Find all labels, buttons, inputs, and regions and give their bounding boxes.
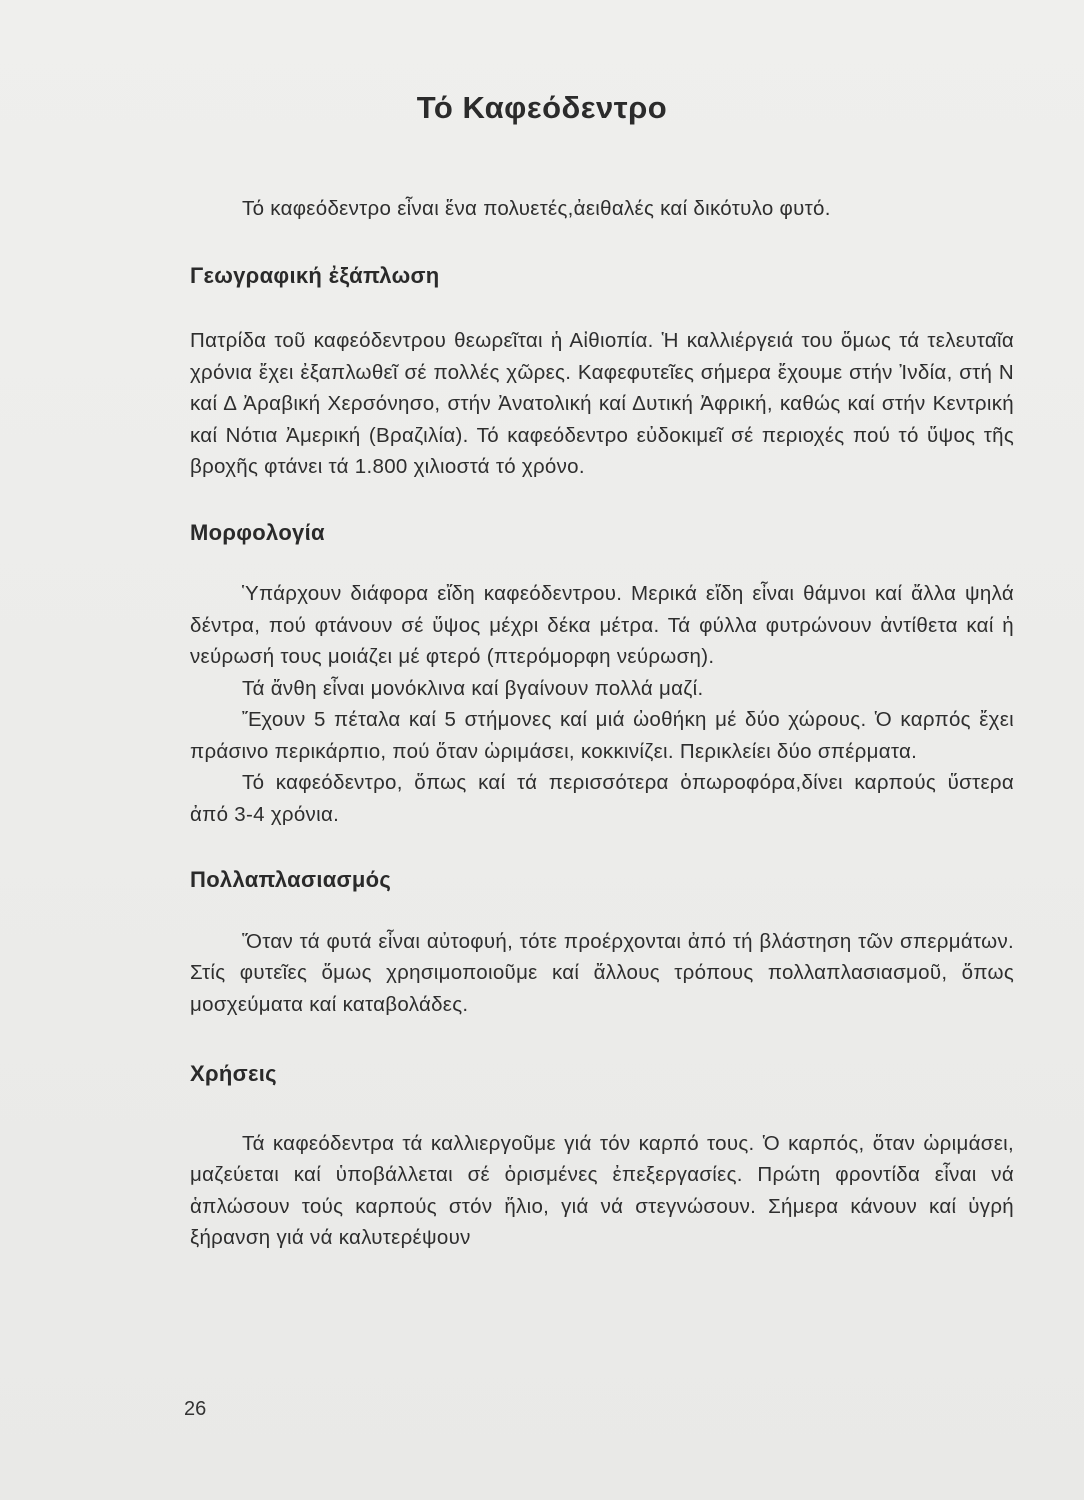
heading-geography: Γεωγραφική ἐξάπλωση [190,262,440,288]
heading-uses: Χρήσεις [190,1061,277,1086]
morphology-paragraph-1: Ὑπάρχουν διάφορα εἴδη καφεόδεντρου. Μερικά εἴδη εἶναι θάμνοι καί ἄλλα ψηλά δέντρα, πού φτάνουν σέ ὕψος μέχρι δέκα μέτρα. Τά φύλλα φυτρώνουν ἀντίθετα καί ἡ νεύρωσή τους μοιάζει μέ φτερό (πτερόμορφη νεύρωση). [190,582,1014,668]
geography-paragraph: Πατρίδα τοῦ καφεόδεντρου θεωρεῖται ἡ Αἰθιοπία. Ἡ καλλιέργειά του ὅμως τά τελευταῖα χρόνια ἔχει ἐξαπλωθεῖ σέ πολλές χῶρες. Καφεφυτεῖες σήμερα ἔχουμε στήν Ἰνδία, στή Ν καί Δ Ἀραβική Χερσόνησο, στήν Ἀνατολική καί Δυτική Ἀφρική, καθώς καί στήν Κεντρική καί Νότια Ἀμερική (Βραζιλία). Τό καφεόδεντρο εὐδοκιμεῖ σέ περιοχές πού τό ὕψος τῆς βροχῆς φτάνει τά 1.800 χιλιοστά τό χρόνο. [190,329,1014,478]
uses-paragraph: Τά καφεόδεντρα τά καλλιεργοῦμε γιά τόν καρπό τους. Ὁ καρπός, ὅταν ὡριμάσει, μαζεύεται καί ὑποβάλλεται σέ ὁρισμένες ἐπεξεργασίες. Πρώτη φροντίδα εἶναι νά ἁπλώσουν τούς καρπούς στόν ἥλιο, γιά νά στεγνώσουν. Σήμερα κάνουν καί ὑγρή ξήρανση γιά νά καλυτερέψουν [190,1131,1014,1249]
morphology-paragraph-4: Τό καφεόδεντρο, ὅπως καί τά περισσότερα ὁπωροφόρα,δίνει καρπούς ὕστερα ἀπό 3-4 χρόνια. [190,771,1014,826]
intro-paragraph: Τό καφεόδεντρο εἶναι ἕνα πολυετές,ἀειθαλές καί δικότυλο φυτό. [242,197,831,220]
propagation-paragraph: Ὅταν τά φυτά εἶναι αὐτοφυή, τότε προέρχονται ἀπό τή βλάστηση τῶν σπερμάτων. Στίς φυτεῖες ὅμως χρησιμοποιοῦμε καί ἄλλους τρόπους πολλαπλασιασμοῦ, ὅπως μοσχεύματα καί καταβολάδες. [190,929,1014,1016]
heading-propagation: Πολλαπλασιασμός [190,867,392,892]
page-title: Τό Καφεόδεντρο [416,90,668,125]
page-content [190,193,1014,1254]
morphology-paragraph-3: Ἔχουν 5 πέταλα καί 5 στήμονες καί μιά ὠοθήκη μέ δύο χώρους. Ὁ καρπός ἔχει πράσινο περικάρπιο, πού ὅταν ὡριμάσει, κοκκινίζει. Περικλείει δύο σπέρματα. [190,708,1014,763]
morphology-paragraph-2: Τά ἄνθη εἶναι μονόκλινα καί βγαίνουν πολλά μαζί. [242,676,704,700]
page-number: 26 [184,1398,207,1420]
heading-morphology: Μορφολογία [190,519,325,545]
